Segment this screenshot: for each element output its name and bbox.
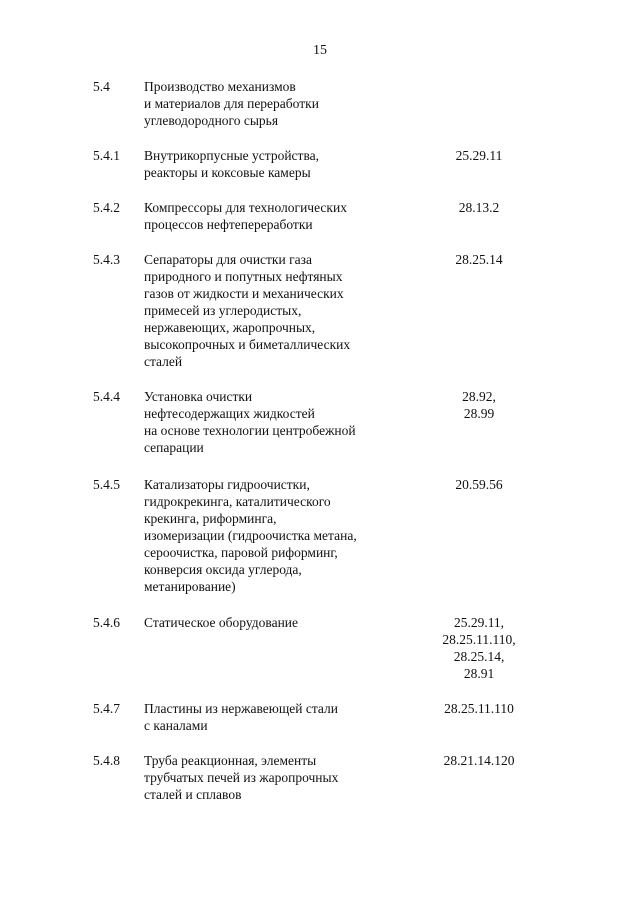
code-line: 28.13.2 (458, 200, 500, 215)
description-line: углеводородного сырья (144, 113, 279, 128)
okpd-code (420, 251, 538, 268)
code-line: 28.25.11.110, (442, 632, 516, 647)
description-line: Сепараторы для очистки газа (144, 252, 312, 267)
description-line: сепарации (144, 440, 204, 455)
description-line: Труба реакционная, элементы (144, 753, 317, 768)
code-line: 28.25.14, (453, 649, 505, 664)
description-line: изомеризации (гидроочистка метана, (144, 528, 357, 543)
item-number: 5.4.4 (93, 389, 120, 404)
description-line: реакторы и коксовые камеры (144, 165, 311, 180)
description-line: нержавеющих, жаропрочных, (144, 320, 316, 335)
description-line: сталей (144, 354, 183, 369)
code-line: 20.59.56 (455, 477, 503, 492)
description-line: Внутрикорпусные устройства, (144, 148, 320, 163)
description-line: процессов нефтепереработки (144, 217, 313, 232)
item-number: 5.4.1 (93, 148, 120, 163)
description-line: сталей и сплавов (144, 787, 242, 802)
item-description (144, 614, 394, 631)
description-line: газов от жидкости и механических (144, 286, 344, 301)
description-line: гидрокрекинга, каталитического (144, 494, 331, 509)
code-line: 28.92, (462, 389, 496, 404)
item-number: 5.4.5 (93, 477, 120, 492)
okpd-code (420, 752, 538, 769)
description-line: высокопрочных и биметаллических (144, 337, 351, 352)
description-line: трубчатых печей из жаропрочных (144, 770, 339, 785)
okpd-code (420, 476, 538, 493)
description-line: с каналами (144, 718, 208, 733)
code-line: 28.91 (463, 666, 495, 681)
description-line: сероочистка, паровой риформинг, (144, 545, 338, 560)
okpd-code (420, 700, 538, 717)
description-line: Статическое оборудование (144, 615, 299, 630)
description-line: метанирование) (144, 579, 236, 594)
description-line: природного и попутных нефтяных (144, 269, 343, 284)
item-number: 5.4.6 (93, 615, 120, 630)
code-line: 25.29.11 (455, 148, 503, 163)
item-number: 5.4.7 (93, 701, 120, 716)
item-number: 5.4 (93, 79, 110, 94)
page-number: 15 (313, 43, 327, 58)
code-line: 25.29.11, (453, 615, 505, 630)
item-description (144, 147, 394, 181)
description-line: Производство механизмов (144, 79, 296, 94)
item-description (144, 251, 394, 370)
item-number: 5.4.3 (93, 252, 120, 267)
code-line: 28.99 (463, 406, 495, 421)
description-line: и материалов для переработки (144, 96, 319, 111)
item-description (144, 388, 394, 456)
description-line: Компрессоры для технологических (144, 200, 347, 215)
item-number: 5.4.2 (93, 200, 120, 215)
item-description (144, 199, 394, 233)
description-line: крекинга, риформинга, (144, 511, 277, 526)
code-line: 28.25.11.110 (444, 701, 514, 716)
okpd-code (420, 614, 538, 682)
code-line: 28.21.14.120 (443, 753, 515, 768)
description-line: Катализаторы гидроочистки, (144, 477, 310, 492)
item-number: 5.4.8 (93, 753, 120, 768)
item-description (144, 78, 394, 129)
okpd-code (420, 199, 538, 216)
okpd-code (420, 147, 538, 164)
description-line: Установка очистки (144, 389, 253, 404)
item-description (144, 476, 394, 595)
description-line: Пластины из нержавеющей стали (144, 701, 338, 716)
code-line: 28.25.14 (455, 252, 503, 267)
okpd-code (420, 388, 538, 422)
item-description (144, 752, 394, 803)
item-description (144, 700, 394, 734)
description-line: на основе технологии центробежной (144, 423, 356, 438)
description-line: примесей из углеродистых, (144, 303, 302, 318)
description-line: нефтесодержащих жидкостей (144, 406, 315, 421)
description-line: конверсия оксида углерода, (144, 562, 302, 577)
